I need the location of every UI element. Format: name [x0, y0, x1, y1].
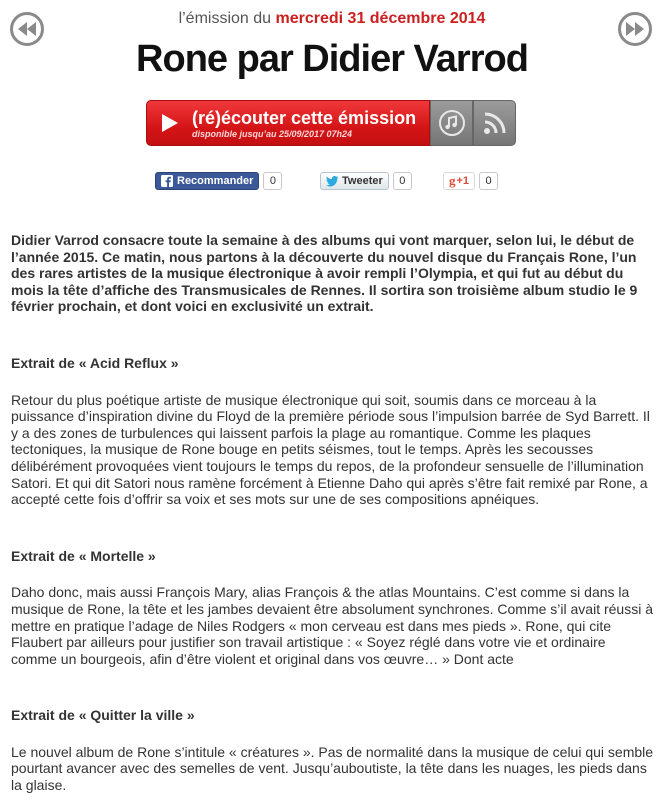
googleplus-g-icon: g: [449, 173, 456, 188]
section-body: Retour du plus poétique artiste de musique électronique qui soit, soumis dans ce morceau à la puissance d’inspiration divine du Floyd de la première période sous l’impulsion barrée de Syd Barrett. Il y a des zones de turbulences qui laissent parfois la plage au romantique. Comme les plaques tectoniques, la musique de Rone bouge en petits séismes, tout le temps. Après les secousses délibérément provoquées vient toujours le temps du repos, de la profondeur sensuelle de l’illumination Satori. Et qui dit Satori nous ramène forcément à Etienne Daho qui après s’être fait remixé par Rone, a accepté cette fois d’offrir sa voix et ses mots sur une de ses compositions apnéiques.: [11, 391, 650, 508]
tweet-button[interactable]: [320, 172, 389, 190]
twitter-count: 0: [393, 172, 412, 190]
twitter-bird-icon: [326, 176, 339, 187]
broadcast-date-line: [0, 10, 664, 28]
section-heading: Extrait de « Quitter la ville »: [11, 707, 195, 724]
googleplus-button[interactable]: [443, 172, 475, 190]
broadcast-date: mercredi 31 décembre 2014: [275, 10, 486, 27]
availability-label: disponible jusqu’au 25/09/2017 07h24: [192, 129, 353, 139]
facebook-label: Recommander: [177, 175, 254, 187]
section-heading: Extrait de « Acid Reflux »: [11, 354, 179, 371]
itunes-button[interactable]: [430, 100, 473, 146]
section-heading: Extrait de « Mortelle »: [11, 547, 156, 564]
twitter-share: [320, 171, 412, 191]
music-note-icon: [439, 110, 465, 136]
share-bar: [0, 171, 664, 191]
listen-button[interactable]: [146, 100, 430, 146]
googleplus-label: +1: [456, 175, 470, 187]
googleplus-count: 0: [479, 172, 498, 190]
listen-label: (ré)écouter cette émission: [192, 108, 417, 128]
page-title: Rone par Didier Varrod: [136, 38, 528, 80]
rss-icon: [483, 111, 507, 135]
rss-button[interactable]: [473, 100, 516, 146]
twitter-label: Tweeter: [342, 175, 383, 187]
player-bar: [146, 100, 516, 146]
section-body: Daho donc, mais aussi François Mary, alias François & the atlas Mountains. C’est comme si dans la musique de Rone, la tête et les jambes devaient être absolument synchrones. Comme s’il avait réussi à mettre en pratique l’adage de Niles Rodgers « mon cerveau est dans mes pieds ». Rone, qui cite Flaubert par ailleurs pour justifier son travail artistique : « Soyez réglé dans votre vie et ordinaire comme un bourgeois, afin d’être violent et original dans vos œuvre… » Dont acte: [11, 584, 653, 667]
article-intro: Didier Varrod consacre toute la semaine à des albums qui vont marquer, selon lui, le début de l’année 2015. Ce matin, nous partons à la découverte du nouvel disque du Français Rone, l’un des rares artistes de la musique électronique à avoir rempli l’Olympia, et qui fut au début du mois la tête d’affiche des Transmusicales de Rennes. Il sortira son troisième album studio le 9 février prochain, et dont voici en exclusivité un extrait.: [11, 232, 638, 315]
facebook-recommend-button[interactable]: [155, 172, 259, 190]
section-body: Le nouvel album de Rone s’intitule « créatures ». Pas de normalité dans la musique de celui qui semble pourtant avancer avec des semelles de vent. Jusqu’auboutiste, la tête dans les nuages, les pieds dans la glaise.: [11, 743, 654, 794]
facebook-share: [155, 171, 282, 191]
article-body: [11, 232, 654, 794]
facebook-icon: [161, 175, 173, 187]
googleplus-share: [443, 171, 498, 191]
facebook-count: 0: [263, 172, 282, 190]
date-prefix: l’émission du: [178, 10, 272, 27]
play-icon: [161, 113, 179, 133]
